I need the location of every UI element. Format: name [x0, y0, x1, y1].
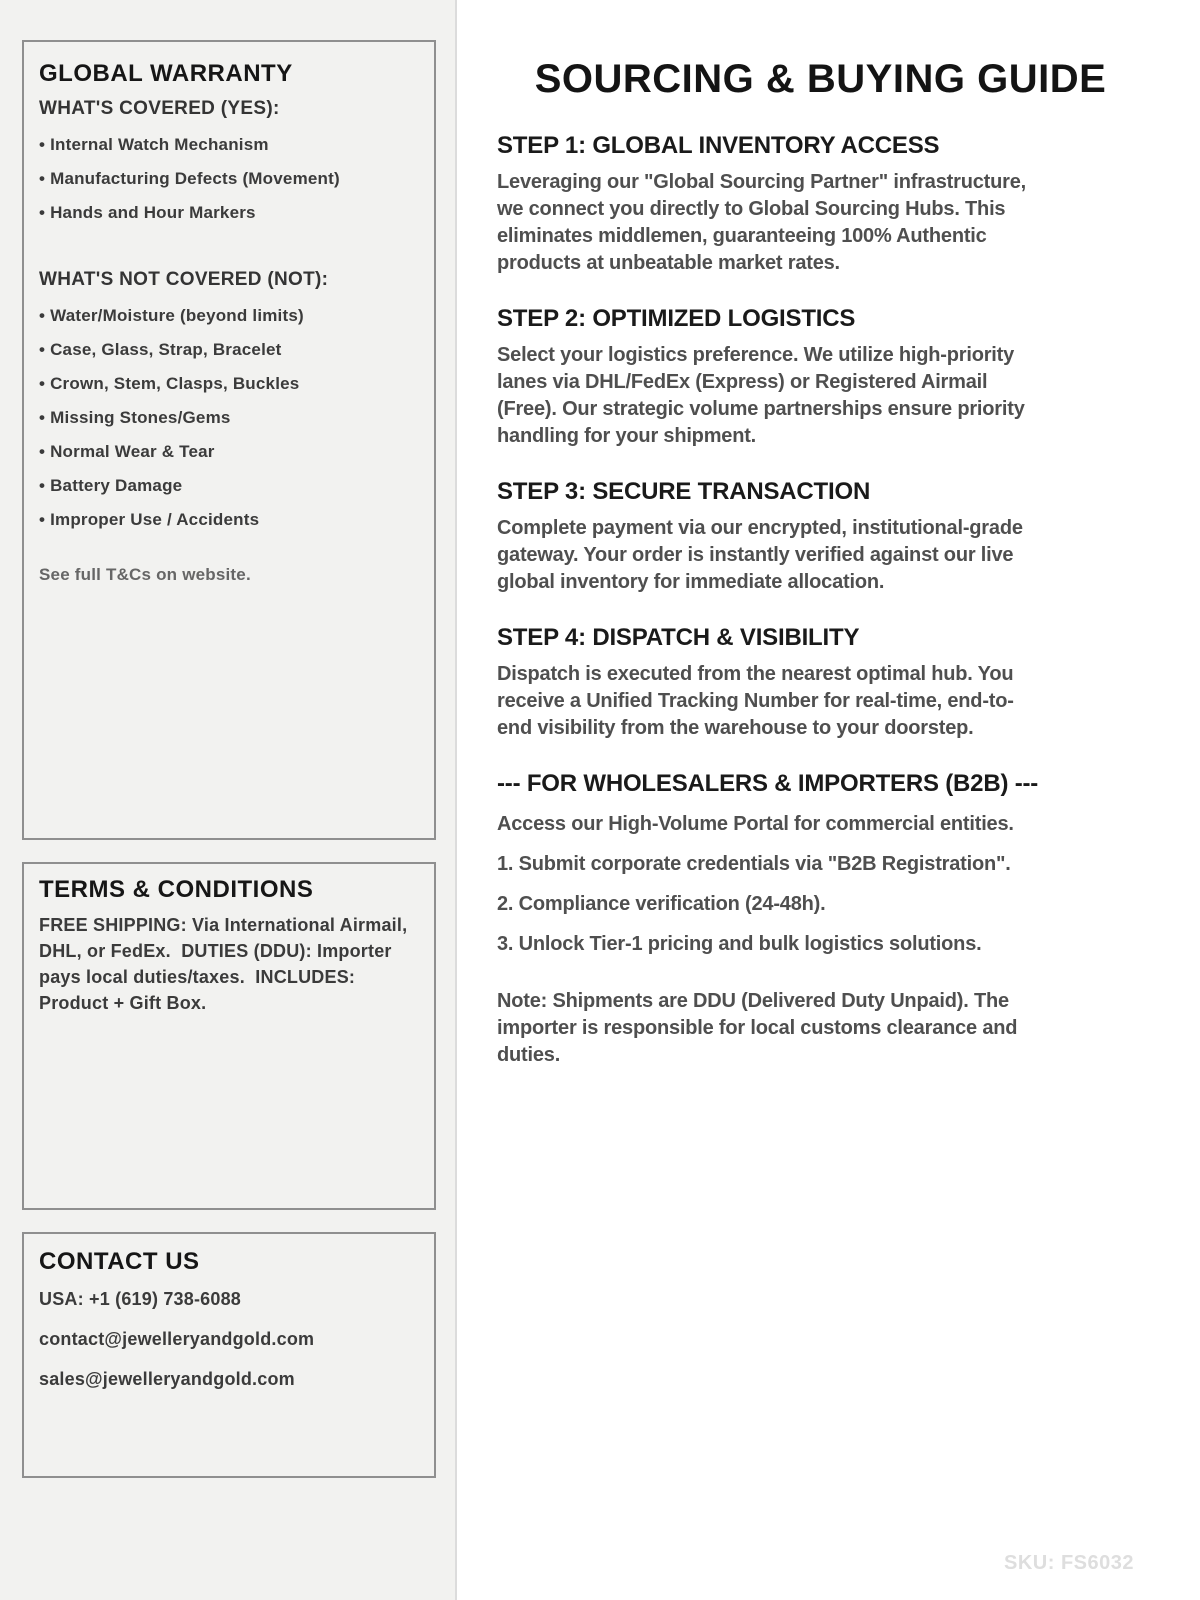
terms-title: TERMS & CONDITIONS	[39, 876, 314, 903]
b2b-step-1: 1. Submit corporate credentials via "B2B Registration".	[497, 853, 1011, 875]
not-covered-list	[39, 299, 418, 537]
b2b-section	[497, 770, 1144, 1069]
not-covered-item: • Improper Use / Accidents	[39, 503, 418, 537]
not-covered-item: • Crown, Stem, Clasps, Buckles	[39, 367, 418, 401]
contact-us-card	[22, 1232, 436, 1478]
step-4-section	[497, 624, 1144, 742]
covered-list	[39, 128, 418, 230]
step-3-section	[497, 478, 1144, 596]
covered-heading: WHAT'S COVERED (YES):	[39, 97, 280, 119]
terms-body: FREE SHIPPING: Via International Airmail, DHL, or FedEx. DUTIES (DDU): Importer pays local duties/taxes. INCLUDES: Product + Gift Box.	[39, 915, 413, 1013]
not-covered-item: • Case, Glass, Strap, Bracelet	[39, 333, 418, 367]
global-warranty-card	[22, 40, 436, 840]
not-covered-item: • Normal Wear & Tear	[39, 435, 418, 469]
not-covered-item: • Water/Moisture (beyond limits)	[39, 299, 418, 333]
step-2-body: Select your logistics preference. We utilize high-priority lanes via DHL/FedEx (Express) or Registered Airmail (Free). Our strategic volume partnerships ensure priority handling for your shipment.	[497, 344, 1025, 447]
covered-item: • Hands and Hour Markers	[39, 196, 418, 230]
step-3-heading: STEP 3: SECURE TRANSACTION	[497, 478, 871, 505]
step-4-heading: STEP 4: DISPATCH & VISIBILITY	[497, 624, 860, 651]
step-2-heading: STEP 2: OPTIMIZED LOGISTICS	[497, 305, 856, 332]
not-covered-item: • Battery Damage	[39, 469, 418, 503]
contact-email: contact@jewelleryandgold.com	[39, 1329, 315, 1349]
contact-sales-email: sales@jewelleryandgold.com	[39, 1369, 295, 1389]
covered-item: • Internal Watch Mechanism	[39, 128, 418, 162]
info-sidebar	[0, 0, 457, 1600]
step-3-body: Complete payment via our encrypted, institutional-grade gateway. Your order is instantly verified against our live global inventory for immediate allocation.	[497, 517, 1023, 593]
b2b-note: Note: Shipments are DDU (Delivered Duty Unpaid). The importer is responsible for local customs clearance and duties.	[497, 990, 1018, 1066]
step-1-heading: STEP 1: GLOBAL INVENTORY ACCESS	[497, 132, 940, 159]
step-4-body: Dispatch is executed from the nearest optimal hub. You receive a Unified Tracking Number for real-time, end-to-end visibility from the warehouse to your doorstep.	[497, 663, 1014, 739]
b2b-step-2: 2. Compliance verification (24-48h).	[497, 893, 826, 915]
b2b-intro: Access our High-Volume Portal for commercial entities.	[497, 813, 1014, 835]
not-covered-heading: WHAT'S NOT COVERED (NOT):	[39, 268, 329, 290]
b2b-heading: --- FOR WHOLESALERS & IMPORTERS (B2B) ---	[497, 770, 1039, 797]
sku-label: SKU: FS6032	[1004, 1552, 1134, 1574]
step-1-body: Leveraging our "Global Sourcing Partner" infrastructure, we connect you directly to Global Sourcing Hubs. This eliminates middlemen, guaranteeing 100% Authentic products at unbeatable market rates.	[497, 171, 1026, 274]
step-2-section	[497, 305, 1144, 450]
page-title: SOURCING & BUYING GUIDE	[534, 57, 1107, 101]
contact-phone: USA: +1 (619) 738-6088	[39, 1289, 242, 1309]
warranty-footnote: See full T&Cs on website.	[39, 564, 251, 584]
not-covered-item: • Missing Stones/Gems	[39, 401, 418, 435]
step-1-section	[497, 132, 1144, 277]
covered-item: • Manufacturing Defects (Movement)	[39, 162, 418, 196]
terms-conditions-card	[22, 862, 436, 1210]
sourcing-guide-main	[459, 0, 1200, 1600]
warranty-title: GLOBAL WARRANTY	[39, 60, 293, 87]
contact-title: CONTACT US	[39, 1248, 200, 1275]
b2b-step-3: 3. Unlock Tier-1 pricing and bulk logistics solutions.	[497, 933, 982, 955]
